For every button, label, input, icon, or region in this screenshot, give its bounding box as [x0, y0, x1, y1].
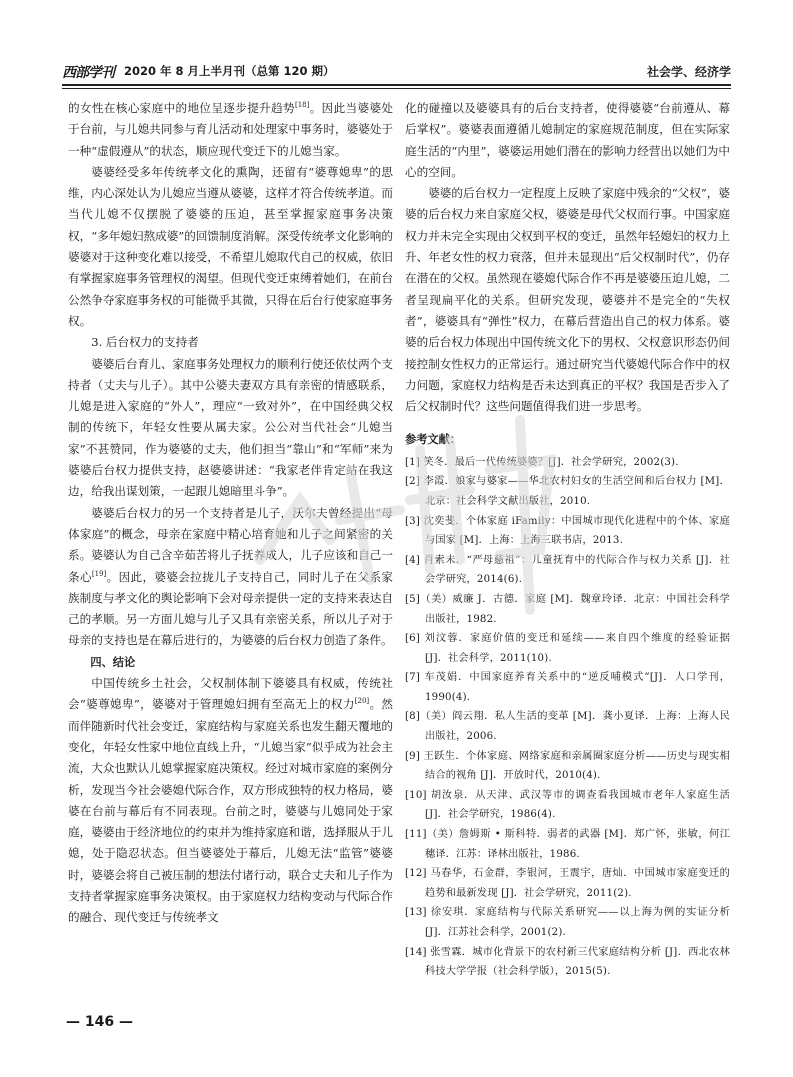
- paragraph: 中国传统乡土社会，父权制体制下婆婆具有权威，传统社会“婆尊媳卑”，婆婆对于管理媳妇拥有至高无上的权力[20]。然而伴随新时代社会变迁，家庭结构与家庭关系也发生翻天覆地的变化，年轻女性家中地位直线上升，“儿媳当家”似乎成为社会主流，大众也默认儿媳掌握家庭决策权。经过对城市家庭的案例分析，发现当今社会婆媳代际合作，双方形成独特的权力格局，婆婆在台前与幕后有不同表现。台前之时，婆婆与儿媳同处于家庭，婆婆由于经济地位的约束并为维持家庭和谐，选择服从于儿媳，处于隐忍状态。但当婆婆处于幕后，儿媳无法“监管”婆婆时，婆婆会将自己被压制的想法付诸行动，联合丈夫和儿子作为支持者掌握家庭事务决策权。由于家庭权力结构变动与代际合作的融合、现代变迁与传统孝文: [68, 676, 393, 925]
- citation: [18]: [294, 101, 310, 110]
- page-header: [62, 58, 731, 84]
- reference-item: [7] 车茂娟．中国家庭养育关系中的“逆反哺模式”[J]．人口学刊，1990(4).: [405, 672, 730, 703]
- journal-logo: 西部学刊: [62, 65, 114, 81]
- header-rule-thick: [62, 84, 731, 86]
- paragraph: 婆婆后台权力的另一个支持者是儿子，沃尔夫曾经提出“母体家庭”的概念，母亲在家庭中精心培育她和儿子之间紧密的关系。婆婆认为自己含辛茹苦将儿子抚养成人，儿子应该和自己一条心[19]。因此，婆婆会拉拢儿子支持自己，同时儿子在父系家族制度与孝文化的舆论影响下会对母亲提供一定的支持来表达自己的孝顺。另一方面儿媳与儿子又具有亲密关系，所以儿子对于母亲的支持也是在幕后进行的，为婆婆的后台权力创造了条件。: [68, 505, 393, 648]
- citation: [19]: [91, 569, 107, 578]
- reference-item: [5]（美）威廉 J．古德．家庭 [M]．魏章玲译．北京：中国社会科学出版社，1982.: [405, 593, 730, 625]
- reference-item: [8]（美）阎云翔．私人生活的变革 [M]．龚小夏译．上海：上海人民出版社，2006.: [405, 711, 730, 743]
- issue-info: 2020 年 8 月上半月刊（总第 120 期）: [124, 64, 335, 78]
- paragraph: 婆婆的后台权力一定程度上反映了家庭中残余的“父权”，婆婆的后台权力来自家庭父权，婆婆是母代父权而行事。中国家庭权力并未完全实现由父权到平权的变迁，虽然年轻媳妇的权力上升、年老女性的权力衰落，但并未显现出“后父权制时代”，仍存在潜在的父权。虽然现在婆媳代际合作不再是婆婆压迫儿媳，二者呈现扁平化的关系。但研究发现，婆婆并不是完全的“失权者”，婆婆具有“弹性”权力，在幕后营造出自己的权力体系。婆婆的后台权力体现出中国传统文化下的男权、父权意识形态仍间接控制女性权力的正常运行。通过研究当代婆媳代际合作中的权力问题，家庭权力结构是否未达到真正的平权？我国是否步入了后父权制时代？这些问题值得我们进一步思考。: [405, 186, 730, 414]
- references-heading: 参考文献：: [405, 433, 461, 447]
- reference-item: [9] 王跃生．个体家庭、网络家庭和亲属圈家庭分析——历史与现实相结合的视角 [J]．开放时代，2010(4).: [405, 750, 730, 782]
- reference-item: [1] 笑冬．最后一代传统婆婆？[J]．社会学研究，2002(3).: [405, 456, 679, 468]
- section-name: 社会学、经济学: [646, 65, 731, 79]
- reference-item: [12] 马春华，石金群，李银河，王震宇，唐灿．中国城市家庭变迁的趋势和最新发现 [J]．社会学研究，2011(2).: [405, 868, 730, 899]
- subsection-heading: 3. 后台权力的支持者: [91, 335, 199, 350]
- paragraph: 的女性在核心家庭中的地位呈逐步提升趋势[18]。因此当婆婆处于台前，与儿媳共同参与育儿活动和处理家中事务时，婆婆处于一种“虚假遵从”的状态，顺应现代变迁下的儿媳当家。: [68, 101, 393, 158]
- reference-list: [405, 453, 730, 982]
- citation: [20]: [354, 697, 370, 706]
- paragraph: 婆婆后台育儿、家庭事务处理权力的顺利行使还依仗两个支持者（丈夫与儿子）。其中公婆夫妻双方具有亲密的情感联系，儿媳是进入家庭的“外人”，理应“一致对外”，在中国经典父权制的传统下，年轻女性要从属夫家。公公对当代社会“儿媳当家”不甚赞同，作为婆婆的丈夫，他们担当“靠山”和“军师”来为婆婆后台权力提供支持，赵婆婆讲述：“我家老伴肯定站在我这边，给我出谋划策，一起跟儿媳暗里斗争”。: [68, 356, 393, 499]
- reference-item: [11]（美）詹姆斯 • 斯科特．弱者的武器 [M]．郑广怀，张敏，何江穗译．江苏：译林出版社，1986.: [405, 829, 730, 860]
- reference-item: [4] 肖索未．“严母慈祖”：儿童抚育中的代际合作与权力关系 [J]．社会学研究，2014(6).: [405, 554, 730, 586]
- reference-item: [2] 李霞．娘家与婆家——华北农村妇女的生活空间和后台权力 [M]．北京：社会科学文献出版社，2010.: [405, 476, 730, 507]
- paragraph: 婆婆经受多年传统孝文化的熏陶，还留有“婆尊媳卑”的思维，内心深处认为儿媳应当遵从婆婆，这样才符合传统孝道。而当代儿媳不仅摆脱了婆婆的压迫，甚至掌握家庭事务决策权，“多年媳妇熬成婆”的回馈制度消解。深受传统孝文化影响的婆婆对于这种变化难以接受，不希望儿媳取代自己的权威，依旧有掌握家庭事务管理权的渴望。但现代变迁束缚着她们，在前台公然争夺家庭事务权的可能微乎其微，只得在后台行使家庭事务权。: [68, 164, 393, 328]
- reference-item: [6] 刘汶蓉．家庭价值的变迁和延续——来自四个维度的经验证据 [J]．社会科学，2011(10).: [405, 633, 730, 664]
- right-column: [405, 98, 730, 982]
- header-rule-thin: [62, 88, 731, 89]
- reference-item: [14] 张雪霖．城市化背景下的农村新三代家庭结构分析 [J]．西北农林科技大学学报（社会科学版），2015(5).: [405, 946, 730, 978]
- page-number: — 146 —: [66, 1014, 133, 1030]
- reference-item: [13] 徐安琪．家庭结构与代际关系研究——以上海为例的实证分析 [J]．江苏社会科学，2001(2).: [405, 907, 730, 938]
- reference-item: [3] 沈奕斐．个体家庭 iFamily：中国城市现代化进程中的个体、家庭与国家 [M]．上海：上海三联书店，2013.: [405, 515, 730, 547]
- left-column: [68, 98, 393, 929]
- paragraph: 化的碰撞以及婆婆具有的后台支持者，使得婆婆“台前遵从、幕后掌权”。婆婆表面遵循儿媳制定的家庭规范制度，但在实际家庭生活的“内里”，婆婆运用她们潜在的影响力经营出以她们为中心的空间。: [405, 101, 730, 179]
- section-heading: 四、结论: [90, 655, 136, 669]
- reference-item: [10] 胡汝泉．从天津、武汉等市的调查看我国城市老年人家庭生活 [J]．社会学研究，1986(4).: [405, 789, 730, 821]
